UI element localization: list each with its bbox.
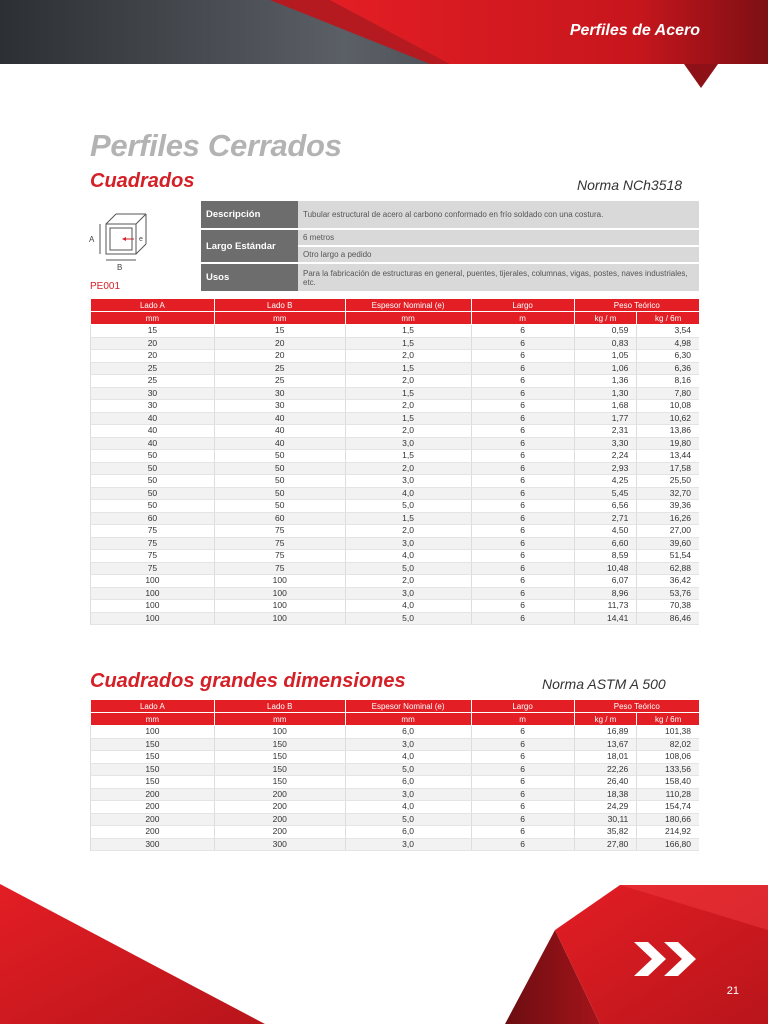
- cell-kg-m: 11,73: [574, 600, 637, 613]
- cell-espesor: 4,0: [345, 487, 471, 500]
- cell-kg-6m: 214,92: [637, 826, 699, 839]
- table-row: [91, 462, 700, 475]
- cell-largo: 6: [471, 387, 574, 400]
- cell-espesor: 6,0: [345, 776, 471, 789]
- cell-lado-b: 25: [214, 375, 345, 388]
- unit-mm: mm: [214, 713, 345, 726]
- norma-astm-a500: Norma ASTM A 500: [542, 676, 666, 692]
- cell-espesor: 1,5: [345, 325, 471, 338]
- cell-lado-a: 40: [91, 425, 215, 438]
- section-title-cuadrados: Cuadrados: [90, 170, 195, 192]
- table-row: [91, 450, 700, 463]
- cell-largo: 6: [471, 500, 574, 513]
- cell-lado-b: 150: [214, 776, 345, 789]
- cell-lado-a: 100: [91, 600, 215, 613]
- table-row: [91, 487, 700, 500]
- cell-espesor: 4,0: [345, 600, 471, 613]
- cell-kg-6m: 86,46: [637, 612, 699, 625]
- double-chevron-right-icon: [632, 940, 702, 978]
- cell-espesor: 6,0: [345, 726, 471, 739]
- cell-lado-a: 75: [91, 537, 215, 550]
- cell-kg-6m: 110,28: [637, 788, 699, 801]
- cell-largo: 6: [471, 838, 574, 851]
- cell-largo: 6: [471, 726, 574, 739]
- unit-mm: mm: [345, 713, 471, 726]
- cell-kg-m: 22,26: [574, 763, 637, 776]
- table-row: [91, 387, 700, 400]
- cell-espesor: 2,0: [345, 350, 471, 363]
- cell-kg-6m: 4,98: [637, 337, 699, 350]
- table-row: [91, 788, 700, 801]
- cell-largo: 6: [471, 738, 574, 751]
- cell-lado-b: 30: [214, 400, 345, 413]
- cell-lado-b: 300: [214, 838, 345, 851]
- cell-kg-m: 1,05: [574, 350, 637, 363]
- table-row: [91, 337, 700, 350]
- cell-largo: 6: [471, 813, 574, 826]
- cell-lado-b: 50: [214, 500, 345, 513]
- cell-lado-a: 100: [91, 726, 215, 739]
- cell-kg-6m: 13,44: [637, 450, 699, 463]
- cell-kg-m: 1,06: [574, 362, 637, 375]
- cell-largo: 6: [471, 362, 574, 375]
- header-banner: [0, 0, 768, 95]
- cell-kg-6m: 7,80: [637, 387, 699, 400]
- cell-lado-b: 75: [214, 562, 345, 575]
- cell-kg-m: 10,48: [574, 562, 637, 575]
- cell-largo: 6: [471, 425, 574, 438]
- product-code: PE001: [90, 281, 121, 292]
- cell-kg-m: 24,29: [574, 801, 637, 814]
- cell-largo: 6: [471, 437, 574, 450]
- cell-kg-6m: 166,80: [637, 838, 699, 851]
- cell-lado-a: 300: [91, 838, 215, 851]
- norma-nch3518: Norma NCh3518: [577, 177, 683, 193]
- table-row: [91, 826, 700, 839]
- cuadrados-table: [90, 299, 699, 625]
- cell-kg-6m: 6,30: [637, 350, 699, 363]
- cell-largo: 6: [471, 562, 574, 575]
- unit-kg-6m: kg / 6m: [637, 312, 699, 325]
- table-row: [91, 375, 700, 388]
- cell-largo: 6: [471, 776, 574, 789]
- cell-espesor: 2,0: [345, 575, 471, 588]
- cell-lado-a: 200: [91, 788, 215, 801]
- cell-lado-a: 50: [91, 450, 215, 463]
- usos-value: Para la fabricación de estructuras en general, puentes, tijerales, columnas, vigas, postes, naves industriales, etc.: [298, 264, 699, 291]
- cell-kg-m: 4,25: [574, 475, 637, 488]
- cell-kg-m: 0,83: [574, 337, 637, 350]
- cell-kg-6m: 133,56: [637, 763, 699, 776]
- cell-largo: 6: [471, 537, 574, 550]
- cell-lado-b: 50: [214, 475, 345, 488]
- descripcion-label: Descripción: [201, 201, 298, 228]
- cell-lado-b: 100: [214, 600, 345, 613]
- table-row: [91, 587, 700, 600]
- cell-kg-m: 5,45: [574, 487, 637, 500]
- cell-kg-6m: 27,00: [637, 525, 699, 538]
- cell-lado-b: 75: [214, 550, 345, 563]
- cell-lado-a: 30: [91, 400, 215, 413]
- cell-lado-b: 200: [214, 801, 345, 814]
- unit-kg-6m: kg / 6m: [637, 713, 699, 726]
- cell-lado-a: 40: [91, 412, 215, 425]
- unit-mm: mm: [214, 312, 345, 325]
- section-title-cuadrados-grandes: Cuadrados grandes dimensiones: [90, 670, 406, 692]
- cell-espesor: 5,0: [345, 562, 471, 575]
- cell-kg-m: 6,56: [574, 500, 637, 513]
- cell-lado-a: 200: [91, 801, 215, 814]
- cell-espesor: 2,0: [345, 400, 471, 413]
- cell-espesor: 5,0: [345, 612, 471, 625]
- cell-largo: 6: [471, 412, 574, 425]
- cell-espesor: 4,0: [345, 550, 471, 563]
- cell-kg-6m: 101,38: [637, 726, 699, 739]
- cell-espesor: 1,5: [345, 362, 471, 375]
- cell-largo: 6: [471, 525, 574, 538]
- cell-kg-6m: 17,58: [637, 462, 699, 475]
- col-header-lado-a: Lado A: [91, 299, 215, 312]
- cell-kg-m: 6,60: [574, 537, 637, 550]
- cell-lado-b: 40: [214, 437, 345, 450]
- cell-lado-a: 20: [91, 350, 215, 363]
- cell-lado-a: 60: [91, 512, 215, 525]
- cell-lado-a: 40: [91, 437, 215, 450]
- table-row: [91, 575, 700, 588]
- cell-lado-b: 100: [214, 587, 345, 600]
- cell-kg-m: 14,41: [574, 612, 637, 625]
- table-row: [91, 562, 700, 575]
- cell-espesor: 5,0: [345, 813, 471, 826]
- cell-lado-b: 150: [214, 738, 345, 751]
- cell-kg-m: 1,77: [574, 412, 637, 425]
- cell-largo: 6: [471, 801, 574, 814]
- cell-lado-b: 30: [214, 387, 345, 400]
- col-header-espesor: Espesor Nominal (e): [345, 299, 471, 312]
- cell-kg-6m: 53,76: [637, 587, 699, 600]
- cell-lado-b: 50: [214, 450, 345, 463]
- cell-lado-b: 25: [214, 362, 345, 375]
- cell-espesor: 1,5: [345, 512, 471, 525]
- cell-kg-6m: 19,80: [637, 437, 699, 450]
- cell-largo: 6: [471, 475, 574, 488]
- cell-largo: 6: [471, 512, 574, 525]
- col-header-largo: Largo: [471, 299, 574, 312]
- cell-espesor: 2,0: [345, 425, 471, 438]
- table-row: [91, 763, 700, 776]
- cell-espesor: 6,0: [345, 826, 471, 839]
- cell-kg-6m: 36,42: [637, 575, 699, 588]
- table-row: [91, 362, 700, 375]
- cell-kg-6m: 39,60: [637, 537, 699, 550]
- cell-largo: 6: [471, 763, 574, 776]
- page-title: Perfiles Cerrados: [90, 128, 342, 163]
- cell-kg-m: 2,71: [574, 512, 637, 525]
- cell-lado-a: 100: [91, 575, 215, 588]
- cell-lado-a: 15: [91, 325, 215, 338]
- unit-mm: mm: [345, 312, 471, 325]
- cell-lado-b: 15: [214, 325, 345, 338]
- cell-lado-a: 100: [91, 612, 215, 625]
- cell-largo: 6: [471, 587, 574, 600]
- diagram-label-b: B: [117, 263, 123, 272]
- cell-kg-6m: 32,70: [637, 487, 699, 500]
- header-title: Perfiles de Acero: [569, 22, 700, 39]
- cell-espesor: 2,0: [345, 375, 471, 388]
- cell-espesor: 2,0: [345, 525, 471, 538]
- cell-lado-b: 40: [214, 425, 345, 438]
- table-row: [91, 425, 700, 438]
- cell-lado-a: 150: [91, 776, 215, 789]
- table-row: [91, 776, 700, 789]
- cell-kg-m: 1,36: [574, 375, 637, 388]
- table-row: [91, 550, 700, 563]
- cell-kg-m: 0,59: [574, 325, 637, 338]
- cell-espesor: 3,0: [345, 537, 471, 550]
- page-number: 21: [726, 985, 739, 997]
- cell-lado-b: 150: [214, 763, 345, 776]
- table-row: [91, 738, 700, 751]
- table-row: [91, 400, 700, 413]
- cell-lado-b: 200: [214, 813, 345, 826]
- cell-lado-b: 150: [214, 751, 345, 764]
- cell-kg-m: 16,89: [574, 726, 637, 739]
- cell-espesor: 3,0: [345, 475, 471, 488]
- cell-kg-6m: 82,02: [637, 738, 699, 751]
- cell-espesor: 2,0: [345, 462, 471, 475]
- cell-lado-a: 50: [91, 500, 215, 513]
- cell-lado-a: 75: [91, 562, 215, 575]
- cell-largo: 6: [471, 788, 574, 801]
- product-info-table: [201, 199, 699, 293]
- cell-lado-b: 50: [214, 462, 345, 475]
- cell-espesor: 3,0: [345, 437, 471, 450]
- cell-kg-m: 8,59: [574, 550, 637, 563]
- cell-kg-m: 3,30: [574, 437, 637, 450]
- cell-lado-b: 60: [214, 512, 345, 525]
- cell-espesor: 5,0: [345, 763, 471, 776]
- cell-kg-m: 1,30: [574, 387, 637, 400]
- cell-kg-6m: 8,16: [637, 375, 699, 388]
- cell-lado-b: 50: [214, 487, 345, 500]
- table-row: [91, 838, 700, 851]
- diagram-label-a: A: [89, 235, 95, 244]
- col-header-largo: Largo: [471, 700, 574, 713]
- cell-kg-6m: 16,26: [637, 512, 699, 525]
- table-row: [91, 325, 700, 338]
- cell-largo: 6: [471, 600, 574, 613]
- cell-lado-b: 100: [214, 612, 345, 625]
- cell-lado-b: 20: [214, 350, 345, 363]
- diagram-label-e: e: [139, 236, 143, 243]
- cell-kg-6m: 3,54: [637, 325, 699, 338]
- cell-kg-m: 4,50: [574, 525, 637, 538]
- cell-largo: 6: [471, 751, 574, 764]
- cell-kg-6m: 39,36: [637, 500, 699, 513]
- cell-kg-6m: 51,54: [637, 550, 699, 563]
- cell-espesor: 5,0: [345, 500, 471, 513]
- cell-lado-a: 50: [91, 462, 215, 475]
- unit-mm: mm: [91, 312, 215, 325]
- cell-espesor: 4,0: [345, 751, 471, 764]
- largo-value-1: 6 metros: [298, 230, 699, 245]
- cell-lado-b: 200: [214, 788, 345, 801]
- cell-lado-a: 25: [91, 375, 215, 388]
- cell-lado-a: 200: [91, 826, 215, 839]
- cell-largo: 6: [471, 487, 574, 500]
- cell-kg-6m: 180,66: [637, 813, 699, 826]
- col-header-espesor: Espesor Nominal (e): [345, 700, 471, 713]
- cell-largo: 6: [471, 612, 574, 625]
- cell-kg-6m: 13,86: [637, 425, 699, 438]
- cell-kg-6m: 108,06: [637, 751, 699, 764]
- table-row: [91, 813, 700, 826]
- cell-largo: 6: [471, 450, 574, 463]
- usos-label: Usos: [201, 264, 298, 291]
- cell-espesor: 3,0: [345, 838, 471, 851]
- cell-espesor: 1,5: [345, 450, 471, 463]
- cell-lado-a: 75: [91, 550, 215, 563]
- cell-kg-m: 2,24: [574, 450, 637, 463]
- table-row: [91, 525, 700, 538]
- cell-kg-6m: 10,08: [637, 400, 699, 413]
- cell-lado-a: 150: [91, 763, 215, 776]
- col-header-lado-b: Lado B: [214, 700, 345, 713]
- table-row: [91, 537, 700, 550]
- cell-kg-6m: 158,40: [637, 776, 699, 789]
- cell-lado-a: 20: [91, 337, 215, 350]
- cell-kg-6m: 10,62: [637, 412, 699, 425]
- cell-kg-m: 18,38: [574, 788, 637, 801]
- table-row: [91, 437, 700, 450]
- cell-kg-m: 6,07: [574, 575, 637, 588]
- cell-espesor: 1,5: [345, 412, 471, 425]
- cell-largo: 6: [471, 337, 574, 350]
- col-header-peso: Peso Teórico: [574, 700, 699, 713]
- table-row: [91, 475, 700, 488]
- largo-label: Largo Estándar: [201, 230, 298, 262]
- unit-m: m: [471, 312, 574, 325]
- cell-kg-m: 18,01: [574, 751, 637, 764]
- table-row: [91, 612, 700, 625]
- cell-espesor: 3,0: [345, 788, 471, 801]
- cell-kg-m: 2,31: [574, 425, 637, 438]
- unit-mm: mm: [91, 713, 215, 726]
- cell-lado-a: 200: [91, 813, 215, 826]
- cell-kg-m: 8,96: [574, 587, 637, 600]
- unit-kg-m: kg / m: [574, 312, 637, 325]
- cell-lado-a: 50: [91, 475, 215, 488]
- table-row: [91, 350, 700, 363]
- cell-kg-m: 2,93: [574, 462, 637, 475]
- cell-lado-a: 30: [91, 387, 215, 400]
- cell-kg-6m: 62,88: [637, 562, 699, 575]
- cell-largo: 6: [471, 350, 574, 363]
- cell-espesor: 3,0: [345, 738, 471, 751]
- cell-kg-m: 35,82: [574, 826, 637, 839]
- cell-largo: 6: [471, 325, 574, 338]
- cell-largo: 6: [471, 462, 574, 475]
- cell-kg-m: 1,68: [574, 400, 637, 413]
- cell-lado-a: 100: [91, 587, 215, 600]
- cell-lado-b: 75: [214, 525, 345, 538]
- cell-largo: 6: [471, 575, 574, 588]
- cell-lado-b: 20: [214, 337, 345, 350]
- cell-espesor: 1,5: [345, 387, 471, 400]
- cell-lado-b: 75: [214, 537, 345, 550]
- cell-lado-a: 150: [91, 751, 215, 764]
- table-row: [91, 600, 700, 613]
- cell-largo: 6: [471, 550, 574, 563]
- col-header-peso: Peso Teórico: [574, 299, 699, 312]
- cell-lado-a: 75: [91, 525, 215, 538]
- cell-kg-6m: 6,36: [637, 362, 699, 375]
- cell-espesor: 1,5: [345, 337, 471, 350]
- cell-espesor: 3,0: [345, 587, 471, 600]
- cell-kg-m: 30,11: [574, 813, 637, 826]
- cell-kg-m: 27,80: [574, 838, 637, 851]
- cell-kg-m: 13,67: [574, 738, 637, 751]
- cell-lado-a: 150: [91, 738, 215, 751]
- cell-largo: 6: [471, 375, 574, 388]
- cell-lado-b: 100: [214, 726, 345, 739]
- cell-largo: 6: [471, 826, 574, 839]
- largo-value-2: Otro largo a pedido: [298, 247, 699, 262]
- cell-lado-a: 25: [91, 362, 215, 375]
- table-row: [91, 412, 700, 425]
- cell-espesor: 4,0: [345, 801, 471, 814]
- square-tube-diagram-icon: [86, 212, 166, 274]
- table-row: [91, 500, 700, 513]
- cell-lado-b: 200: [214, 826, 345, 839]
- unit-m: m: [471, 713, 574, 726]
- descripcion-value: Tubular estructural de acero al carbono conformado en frío soldado con una costura.: [298, 201, 699, 228]
- col-header-lado-a: Lado A: [91, 700, 215, 713]
- cell-lado-b: 40: [214, 412, 345, 425]
- cell-largo: 6: [471, 400, 574, 413]
- cell-lado-b: 100: [214, 575, 345, 588]
- cell-kg-m: 26,40: [574, 776, 637, 789]
- cell-kg-6m: 154,74: [637, 801, 699, 814]
- cuadrados-grandes-table: [90, 700, 699, 851]
- cell-lado-a: 50: [91, 487, 215, 500]
- cell-kg-6m: 70,38: [637, 600, 699, 613]
- cell-kg-6m: 25,50: [637, 475, 699, 488]
- col-header-lado-b: Lado B: [214, 299, 345, 312]
- table-row: [91, 751, 700, 764]
- table-row: [91, 512, 700, 525]
- table-row: [91, 726, 700, 739]
- table-row: [91, 801, 700, 814]
- unit-kg-m: kg / m: [574, 713, 637, 726]
